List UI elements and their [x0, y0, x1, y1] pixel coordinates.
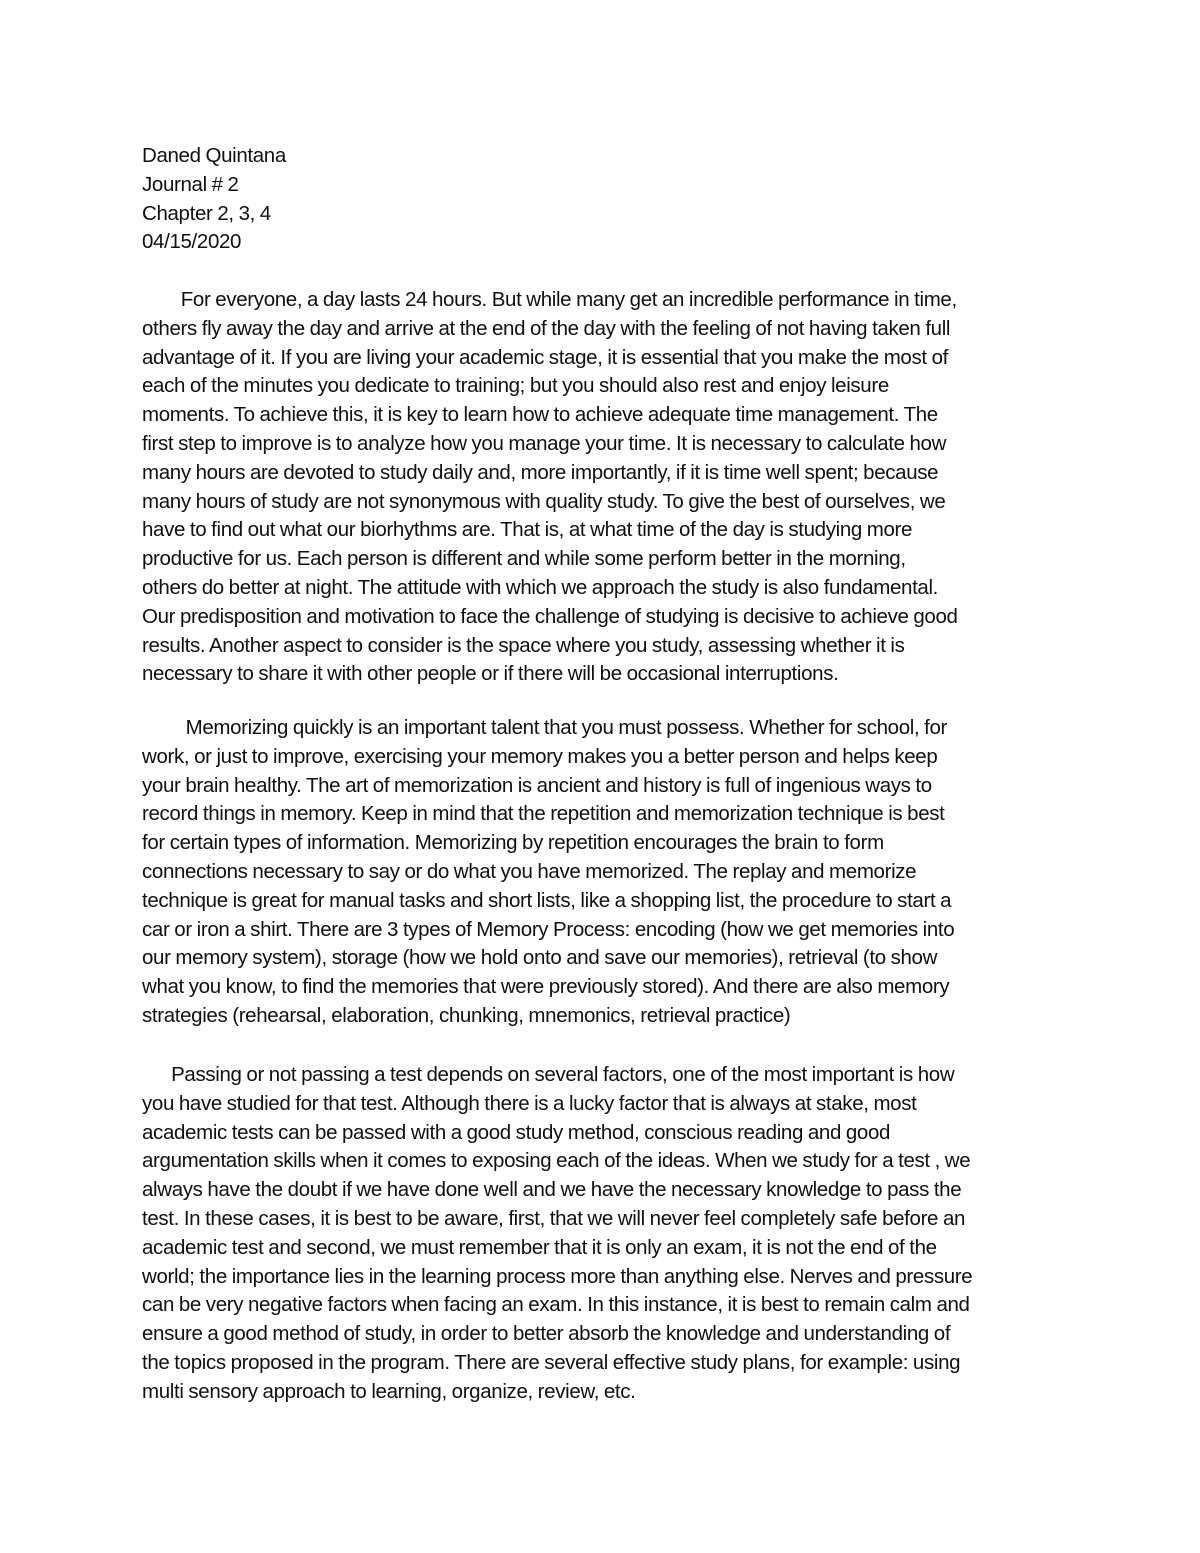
- paragraph-line: always have the doubt if we have done well and we have the necessary knowledge to pass the: [142, 1178, 962, 1202]
- paragraph-line: each of the minutes you dedicate to training; but you should also rest and enjoy leisure: [142, 374, 889, 398]
- paragraph-line: multi sensory approach to learning, organize, review, etc.: [142, 1379, 636, 1403]
- paragraph-line: Memorizing quickly is an important talent that you must possess. Whether for school, for: [142, 716, 948, 739]
- paragraph-line: for certain types of information. Memorizing by repetition encourages the brain to form: [142, 831, 884, 855]
- paragraph-line: work, or just to improve, exercising your memory makes you a better person and helps keep: [142, 744, 938, 768]
- paragraph-line: Our predisposition and motivation to face the challenge of studying is decisive to achieve good: [142, 604, 958, 628]
- paragraph-time-management: [142, 286, 1062, 689]
- paragraph-line: productive for us. Each person is different and while some perform better in the morning,: [142, 547, 906, 571]
- paragraph-line: first step to improve is to analyze how you manage your time. It is necessary to calculate how: [142, 431, 947, 455]
- paragraph-line: record things in memory. Keep in mind that the repetition and memorization technique is best: [142, 802, 945, 826]
- paragraph-memorization: [142, 714, 1062, 1031]
- paragraph-line: can be very negative factors when facing an exam. In this instance, it is best to remain calm and: [142, 1293, 970, 1317]
- paragraph-line: world; the importance lies in the learning process more than anything else. Nerves and pressure: [142, 1264, 973, 1288]
- journal-number: Journal # 2: [142, 172, 239, 196]
- paragraph-line: connections necessary to say or do what you have memorized. The replay and memorize: [142, 859, 917, 883]
- paragraph-line: argumentation skills when it comes to exposing each of the ideas. When we study for a test , we: [142, 1149, 971, 1173]
- paragraph-line: For everyone, a day lasts 24 hours. But while many get an incredible performance in time,: [142, 288, 957, 311]
- paragraph-line: have to find out what our biorhythms are. That is, at what time of the day is studying more: [142, 518, 913, 542]
- paragraph-line: many hours are devoted to study daily and, more importantly, if it is time well spent; because: [142, 460, 939, 484]
- paragraph-line: academic tests can be passed with a good study method, conscious reading and good: [142, 1120, 891, 1144]
- paragraph-line: Passing or not passing a test depends on several factors, one of the most important is how: [142, 1063, 955, 1086]
- paragraph-line: moments. To achieve this, it is key to learn how to achieve adequate time management. The: [142, 403, 938, 427]
- paragraph-line: others fly away the day and arrive at the end of the day with the feeling of not having taken full: [142, 316, 951, 340]
- paragraph-line: academic test and second, we must remember that it is only an exam, it is not the end of the: [142, 1235, 937, 1259]
- paragraph-line: car or iron a shirt. There are 3 types of Memory Process: encoding (how we get memories into: [142, 917, 955, 941]
- paragraph-line: strategies (rehearsal, elaboration, chunking, mnemonics, retrieval practice): [142, 1003, 791, 1027]
- document-date: 04/15/2020: [142, 230, 242, 254]
- paragraph-line: many hours of study are not synonymous with quality study. To give the best of ourselves, we: [142, 489, 946, 513]
- paragraph-line: advantage of it. If you are living your academic stage, it is essential that you make the most of: [142, 345, 948, 369]
- paragraph-test-taking: [142, 1061, 1062, 1407]
- paragraph-line: you have studied for that test. Although there is a lucky factor that is always at stake, most: [142, 1091, 917, 1115]
- paragraph-line: our memory system), storage (how we hold onto and save our memories), retrieval (to show: [142, 946, 938, 970]
- chapter-list: Chapter 2, 3, 4: [142, 201, 271, 225]
- author-name: Daned Quintana: [142, 144, 286, 167]
- paragraph-line: what you know, to find the memories that were previously stored). And there are also memory: [142, 975, 950, 999]
- paragraph-line: necessary to share it with other people or if there will be occasional interruptions.: [142, 662, 839, 686]
- paragraph-line: others do better at night. The attitude with which we approach the study is also fundamental.: [142, 575, 939, 599]
- paragraph-line: the topics proposed in the program. There are several effective study plans, for example: using: [142, 1350, 961, 1374]
- paragraph-line: your brain healthy. The art of memorization is ancient and history is full of ingenious ways to: [142, 773, 932, 797]
- paragraph-line: results. Another aspect to consider is the space where you study, assessing whether it is: [142, 633, 905, 657]
- paragraph-line: ensure a good method of study, in order to better absorb the knowledge and understanding of: [142, 1322, 951, 1346]
- paragraph-line: test. In these cases, it is best to be aware, first, that we will never feel completely safe before an: [142, 1206, 966, 1230]
- paragraph-line: technique is great for manual tasks and short lists, like a shopping list, the procedure to start a: [142, 888, 952, 912]
- document-header: [142, 142, 1062, 257]
